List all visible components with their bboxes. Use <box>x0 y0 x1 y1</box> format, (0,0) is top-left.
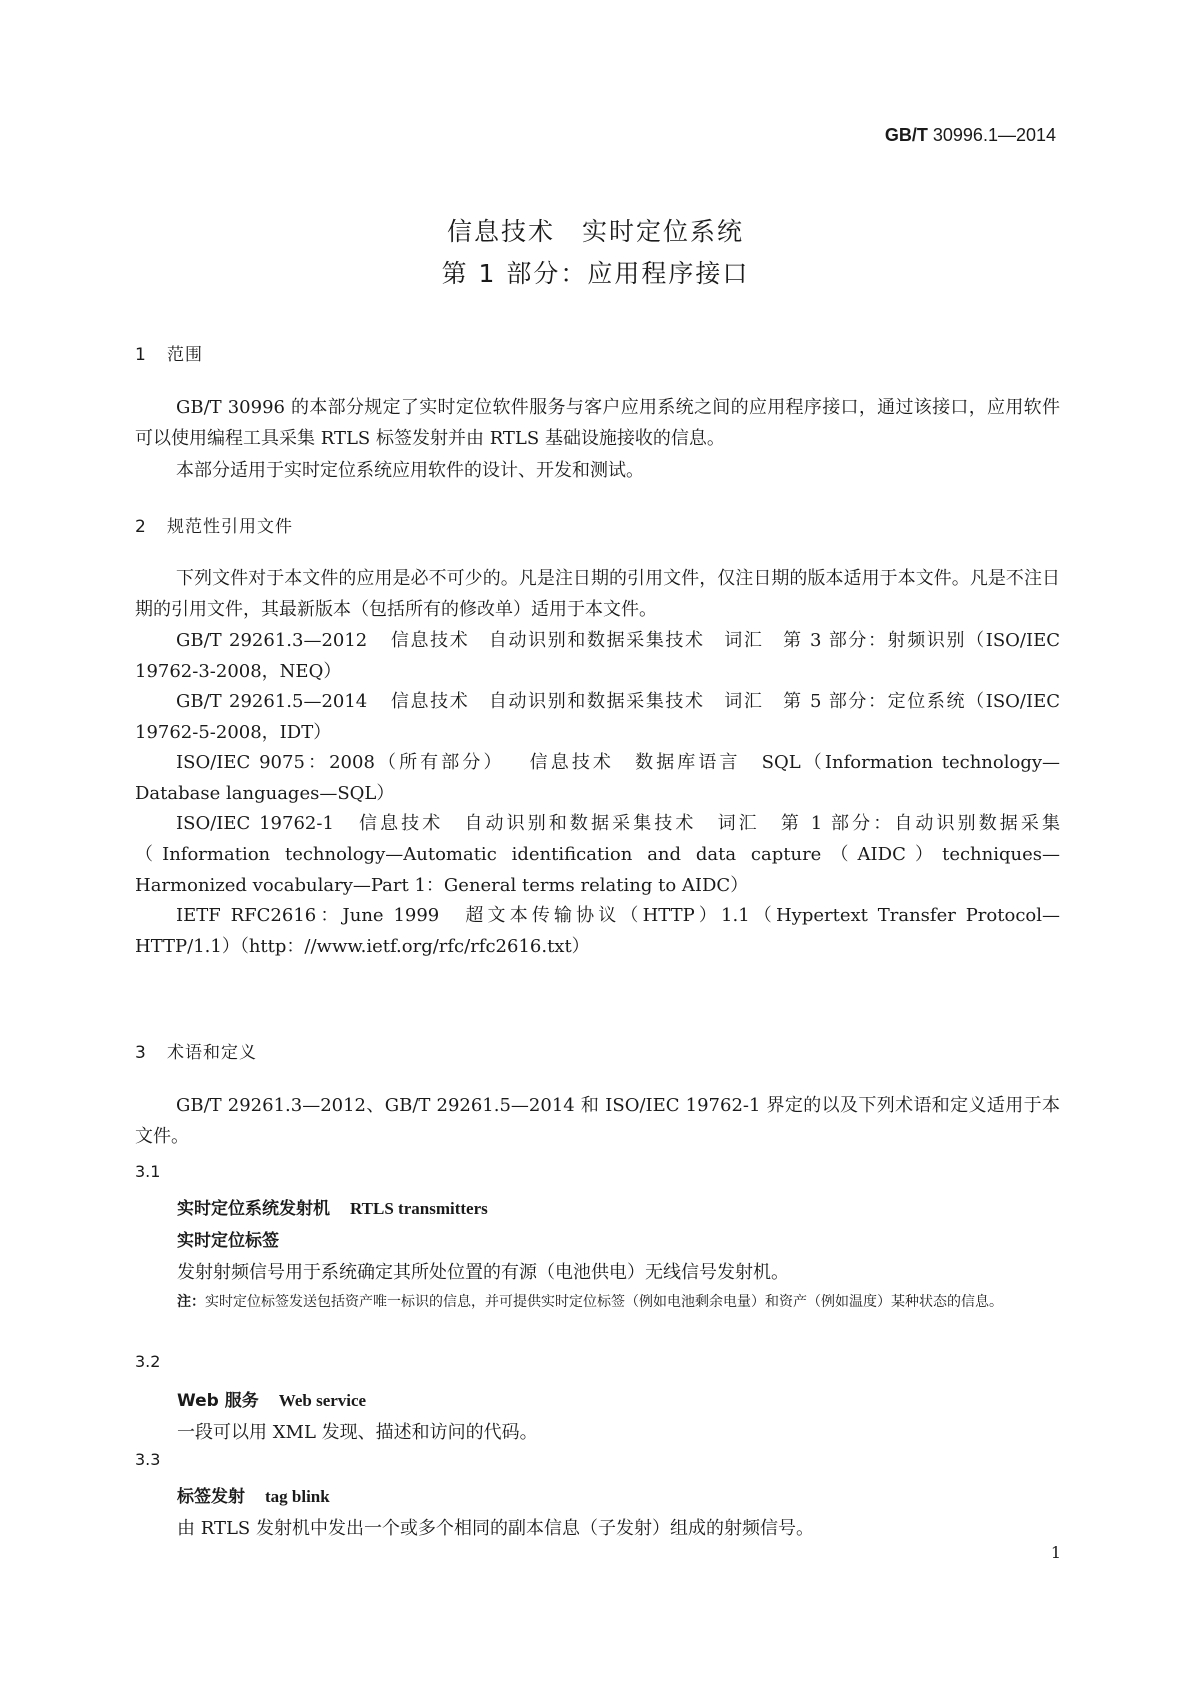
section-number: 2 <box>135 517 147 537</box>
reference-title: 信息技术 自动识别和数据采集技术 词汇 第 1 部分：自动识别数据采集（Information technology—Automatic identification and data capture（AIDC）techniques—Harmonized vocabulary—Part 1：General terms relating to AIDC） <box>135 813 1060 896</box>
document-title-line2: 第 1 部分：应用程序接口 <box>441 259 750 288</box>
section-title: 范围 <box>167 345 203 365</box>
note-label: 注： <box>177 1294 205 1310</box>
term-zh: 标签发射 <box>177 1487 245 1507</box>
term-alternate: 实时定位标签 <box>177 1231 279 1251</box>
reference-item <box>135 686 1060 748</box>
reference-title: 信息技术 数据库语言 SQL（Information technology—Database languages—SQL） <box>135 752 1061 804</box>
term-heading <box>177 1194 488 1219</box>
term-note <box>177 1290 1062 1315</box>
section-3-heading <box>135 1038 257 1063</box>
terms-intro: GB/T 29261.3—2012、GB/T 29261.5—2014 和 ISO/IEC 19762-1 界定的以及下列术语和定义适用于本文件。 <box>135 1095 1060 1147</box>
term-clause-number: 3.2 <box>135 1352 161 1371</box>
standard-code <box>885 125 1056 146</box>
section-1-heading <box>135 340 203 365</box>
reference-code: IETF RFC2616：June 1999 <box>176 905 440 926</box>
reference-title: 信息技术 自动识别和数据采集技术 词汇 第 3 部分：射频识别（ISO/IEC 19762-3-2008，NEQ） <box>135 630 1060 682</box>
standard-number: 30996.1—2014 <box>932 125 1056 145</box>
references-intro: 下列文件对于本文件的应用是必不可少的。凡是注日期的引用文件，仅注日期的版本适用于本文件。凡是不注日期的引用文件，其最新版本（包括所有的修改单）适用于本文件。 <box>135 568 1060 620</box>
section-title: 术语和定义 <box>167 1043 257 1063</box>
term-definition: 发射射频信号用于系统确定其所处位置的有源（电池供电）无线信号发射机。 <box>177 1262 789 1283</box>
section-title: 规范性引用文件 <box>167 517 293 537</box>
scope-applicability: 本部分适用于实时定位系统应用软件的设计、开发和测试。 <box>176 460 644 481</box>
reference-code: GB/T 29261.5—2014 <box>176 691 368 712</box>
reference-code: ISO/IEC 19762-1 <box>176 813 334 834</box>
term-zh: 实时定位系统发射机 <box>177 1199 330 1219</box>
reference-title: 超文本传输协议（HTTP）1.1（Hypertext Transfer Protocol—HTTP/1.1）（http：//www.ietf.org/rfc/rfc2616.txt） <box>135 905 1060 957</box>
term-zh: Web 服务 <box>177 1391 259 1411</box>
page-number: 1 <box>1050 1543 1061 1562</box>
term-en: Web service <box>278 1391 367 1410</box>
scope-paragraph: GB/T 30996 的本部分规定了实时定位软件服务与客户应用系统之间的应用程序接口，通过该接口，应用软件可以使用编程工具采集 RTLS 标签发射并由 RTLS 基础设施接收的信息。 <box>135 397 1060 449</box>
term-heading <box>177 1386 366 1411</box>
reference-item <box>135 747 1060 809</box>
section-2-heading <box>135 512 293 537</box>
reference-item <box>135 808 1060 901</box>
term-clause-number: 3.3 <box>135 1450 161 1469</box>
term-heading <box>177 1482 330 1507</box>
reference-item <box>135 900 1060 962</box>
reference-code: GB/T 29261.3—2012 <box>176 630 368 651</box>
standard-prefix: GB/T <box>884 125 928 145</box>
term-en: tag blink <box>265 1487 330 1506</box>
document-title-line1: 信息技术 实时定位系统 <box>446 217 744 246</box>
note-text: 实时定位标签发送包括资产唯一标识的信息，并可提供实时定位标签（例如电池剩余电量）和资产（例如温度）某种状态的信息。 <box>205 1294 1003 1310</box>
term-clause-number: 3.1 <box>135 1162 161 1181</box>
term-definition: 一段可以用 XML 发现、描述和访问的代码。 <box>177 1422 538 1443</box>
reference-code: ISO/IEC 9075：2008（所有部分） <box>176 752 505 773</box>
reference-title: 信息技术 自动识别和数据采集技术 词汇 第 5 部分：定位系统（ISO/IEC 19762-5-2008，IDT） <box>135 691 1060 743</box>
reference-item <box>135 625 1060 687</box>
section-number: 3 <box>135 1043 147 1063</box>
section-number: 1 <box>135 345 147 365</box>
term-en: RTLS transmitters <box>350 1199 488 1218</box>
term-definition: 由 RTLS 发射机中发出一个或多个相同的副本信息（子发射）组成的射频信号。 <box>177 1518 814 1539</box>
